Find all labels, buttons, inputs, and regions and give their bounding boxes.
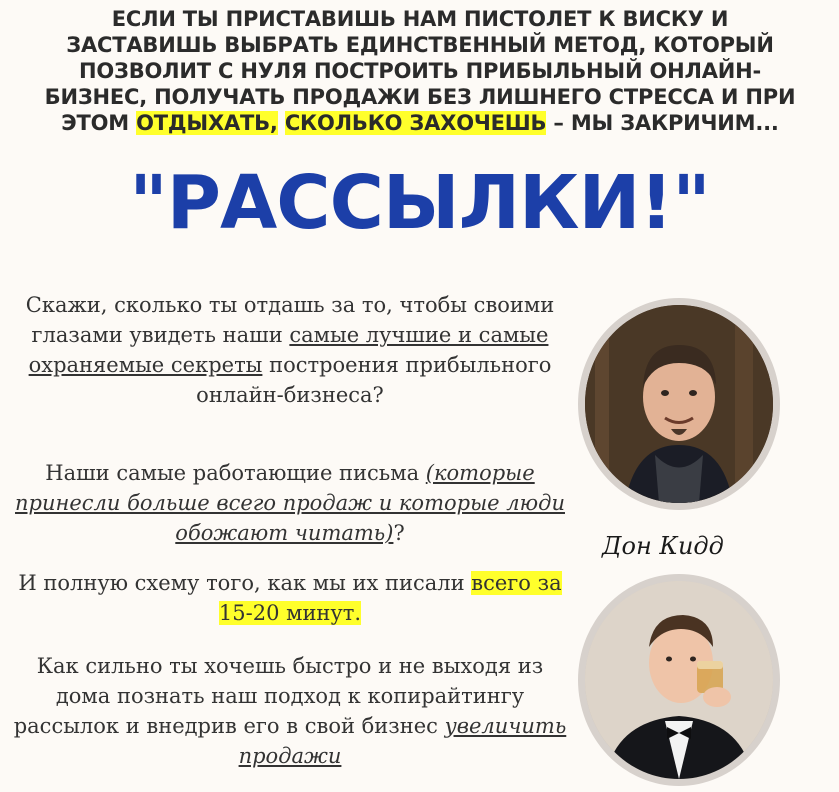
paragraph-2-underlined: (которые принесли больше всего продаж и которые люди обожают читать) xyxy=(15,461,565,545)
paragraph-4-underlined: увеличить продажи xyxy=(238,714,567,768)
signature-text: Дон Кидд xyxy=(602,532,724,560)
paragraph-3-text: И полную схему того, как мы их писали xyxy=(18,571,472,595)
headline-text-end: – МЫ ЗАКРИЧИМ... xyxy=(546,111,779,135)
paragraph-4 xyxy=(10,651,570,771)
paragraph-2-rest: ? xyxy=(393,521,405,545)
paragraph-2-text: Наши самые работающие письма xyxy=(45,461,426,485)
man-drinking-icon xyxy=(585,581,773,779)
paragraph-1-underlined: самые лучшие и самые охраняемые секреты xyxy=(28,323,549,377)
paragraph-1-text: Скажи, сколько ты отдашь за то, чтобы своими глазами увидеть наши xyxy=(25,293,555,347)
paragraph-2 xyxy=(10,458,570,548)
paragraph-1 xyxy=(10,290,570,410)
paragraph-1-rest: построения прибыльного онлайн-бизнеса? xyxy=(196,353,552,407)
headline-highlight-2: СКОЛЬКО ЗАХОЧЕШЬ xyxy=(284,111,547,135)
headline-highlight-1: ОТДЫХАТЬ, xyxy=(136,111,278,135)
paragraph-3-highlight: всего за 15-20 минут. xyxy=(218,571,562,625)
author-portrait-1 xyxy=(578,298,780,510)
signature xyxy=(590,526,790,566)
headline-text: ЕСЛИ ТЫ ПРИСТАВИШЬ НАМ ПИСТОЛЕТ К ВИСКУ И ЗАСТАВИШЬ ВЫБРАТЬ ЕДИНСТВЕННЫЙ МЕТОД, КОТОРЫЙ ПОЗВОЛИТ С НУЛЯ ПОСТРОИТЬ ПРИБЫЛЬНЫЙ ОНЛАЙН-БИЗНЕС, ПОЛУЧАТЬ ПРОДАЖИ БЕЗ ЛИШНЕГО СТРЕССА И ПРИ ЭТОМ xyxy=(44,7,796,135)
big-word-heading: "РАССЫЛКИ!" xyxy=(129,160,710,246)
author-portrait-2 xyxy=(578,574,780,786)
headline-space xyxy=(278,111,285,135)
man-bearded-icon xyxy=(585,305,773,503)
signature-graphic xyxy=(590,526,790,566)
paragraph-4-text: Как сильно ты хочешь быстро и не выходя из дома познать наш подход к копирайтингу рассылок и внедрив его в свой бизнес xyxy=(13,654,544,738)
paragraph-3 xyxy=(10,568,570,628)
headline xyxy=(40,6,800,136)
